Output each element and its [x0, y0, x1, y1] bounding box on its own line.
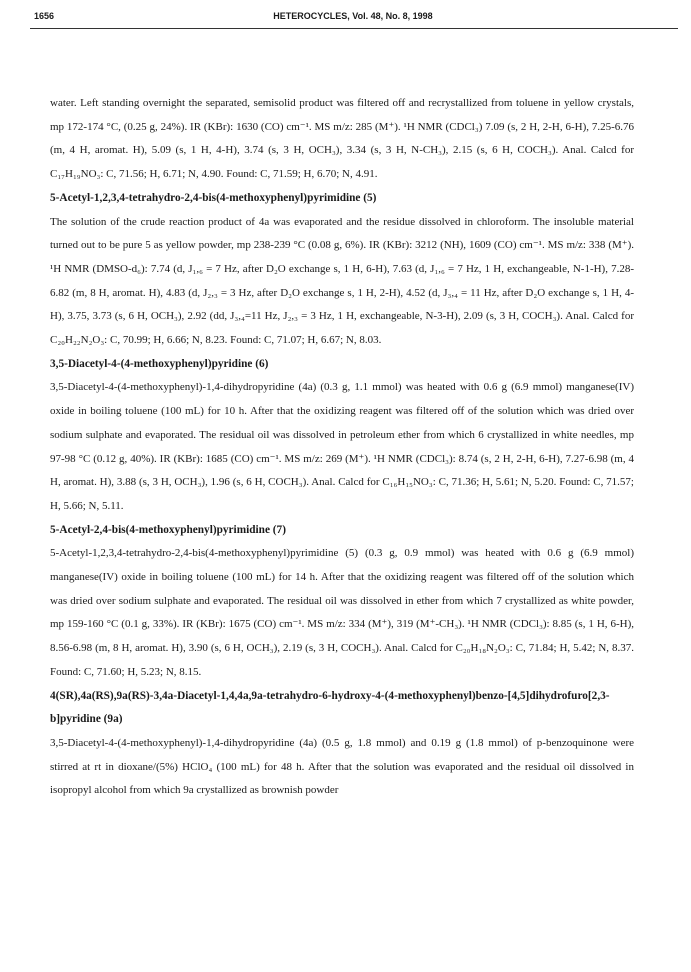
- running-header: [34, 11, 672, 27]
- paragraph-compound-5: The solution of the crude reaction product of 4a was evaporated and the residue dissolved in chloroform. The insoluble material turned out to be pure 5 as yellow powder, mp 238-239 °C (0.08 g, 6%). IR (KBr): 3212 (NH), 1609 (CO) cm⁻¹. MS m/z: 338 (M⁺). ¹H NMR (DMSO-d₆): 7.74 (d, J₁,₆ = 7 Hz, after D₂O exchange s, 1 H, 6-H), 7.63 (d, J₁,₆ = 7 Hz, 1 H, exchangeable, N-1-H), 7.28-6.82 (m, 8 H, aromat. H), 4.83 (d, J₂,₃ = 3 Hz, after D₂O exchange s, 1 H, 2-H), 4.52 (d, J₃,₄ = 11 Hz, after D₂O exchange s, 1 H, 4-H), 3.75, 3.73 (s, 6 H, OCH₃), 2.92 (dd, J₃,₄=11 Hz, J₂,₃ = 3 Hz, 1 H, exchangeable, N-3-H), 2.09 (s, 3 H, COCH₃). Anal. Calcd for C₂₀H₂₂N₂O₃: C, 70.99; H, 6.66; N, 8.23. Found: C, 71.07; H, 6.67; N, 8.03.: [50, 215, 634, 347]
- paragraph-compound-9a: 3,5-Diacetyl-4-(4-methoxyphenyl)-1,4-dihydropyridine (4a) (0.5 g, 1.8 mmol) and 0.19 g (1.8 mmol) of p-benzoquinone were stirred at rt in dioxane/(5%) HClO₄ (100 mL) for 48 h. After that the solution was evaporated and the residual oil dissolved in isopropyl alcohol from which 9a crystallized as brownish powder: [50, 736, 634, 797]
- compound-heading-5: 5-Acetyl-1,2,3,4-tetrahydro-2,4-bis(4-methoxyphenyl)pyrimidine (5): [50, 191, 377, 204]
- header-rule: [30, 28, 678, 29]
- compound-heading-7: 5-Acetyl-2,4-bis(4-methoxyphenyl)pyrimidine (7): [50, 523, 286, 536]
- page-number: 1656: [34, 11, 55, 21]
- article-body: [50, 92, 634, 803]
- paragraph-continuation: water. Left standing overnight the separated, semisolid product was filtered off and recrystallized from toluene in yellow crystals, mp 172-174 °C, (0.25 g, 24%). IR (KBr): 1630 (CO) cm⁻¹. MS m/z: 285 (M⁺). ¹H NMR (CDCl₃) 7.09 (s, 2 H, 2-H, 6-H), 7.25-6.76 (m, 4 H, aromat. H), 5.09 (s, 1 H, 4-H), 3.74 (s, 3 H, OCH₃), 3.34 (s, 3 H, N-CH₃), 2.15 (s, 6 H, COCH₃). Anal. Calcd for C₁₇H₁₉NO₃: C, 71.56; H, 6.71; N, 4.90. Found: C, 71.59; H, 6.70; N, 4.91.: [50, 97, 634, 181]
- journal-title: HETEROCYCLES, Vol. 48, No. 8, 1998: [273, 11, 433, 21]
- compound-heading-9a: 4(SR),4a(RS),9a(RS)-3,4a-Diacetyl-1,4,4a,9a-tetrahydro-6-hydroxy-4-(4-methoxyphenyl)benzo-[4,5]dihydrofuro[2,3-b]pyridine (9a): [50, 689, 610, 726]
- compound-heading-6: 3,5-Diacetyl-4-(4-methoxyphenyl)pyridine (6): [50, 357, 269, 370]
- paragraph-compound-7: 5-Acetyl-1,2,3,4-tetrahydro-2,4-bis(4-methoxyphenyl)pyrimidine (5) (0.3 g, 0.9 mmol) was heated with 0.6 g (6.9 mmol) manganese(IV) oxide in boiling toluene (100 mL) for 14 h. After that the oxidizing reagent was filtered off of the solution which was dried over sodium sulphate and evaporated. The residual oil was dissolved in ether from which 7 crystallized as white powder, mp 159-160 °C (0.1 g, 33%). IR (KBr): 1675 (CO) cm⁻¹. MS m/z: 334 (M⁺), 319 (M⁺-CH₃). ¹H NMR (CDCl₃): 8.85 (s, 1 H, 6-H), 8.56-6.98 (m, 8 H, aromat. H), 3.90 (s, 6 H, OCH₃), 2.19 (s, 3 H, COCH₃). Anal. Calcd for C₂₀H₁₈N₂O₃: C, 71.84; H, 5.42; N, 8.37. Found: C, 71.60; H, 5.23; N, 8.15.: [50, 547, 634, 678]
- paragraph-compound-6: 3,5-Diacetyl-4-(4-methoxyphenyl)-1,4-dihydropyridine (4a) (0.3 g, 1.1 mmol) was heated with 0.6 g (6.9 mmol) manganese(IV) oxide in boiling toluene (100 mL) for 10 h. After that the oxidizing reagent was filtered off of the solution which was dried over sodium sulphate and evaporated. The residual oil was dissolved in petroleum ether from which 6 crystallized in white needles, mp 97-98 °C (0.12 g, 40%). IR (KBr): 1685 (CO) cm⁻¹. MS m/z: 269 (M⁺). ¹H NMR (CDCl₃): 8.74 (s, 2 H, 2-H, 6-H), 7.27-6.98 (m, 4 H, aromat. H), 3.88 (s, 3 H, OCH₃), 1.96 (s, 6 H, COCH₃). Anal. Calcd for C₁₆H₁₅NO₃: C, 71.36; H, 5.61; N, 5.20. Found: C, 71.57; H, 5.66; N, 5.11.: [50, 381, 634, 512]
